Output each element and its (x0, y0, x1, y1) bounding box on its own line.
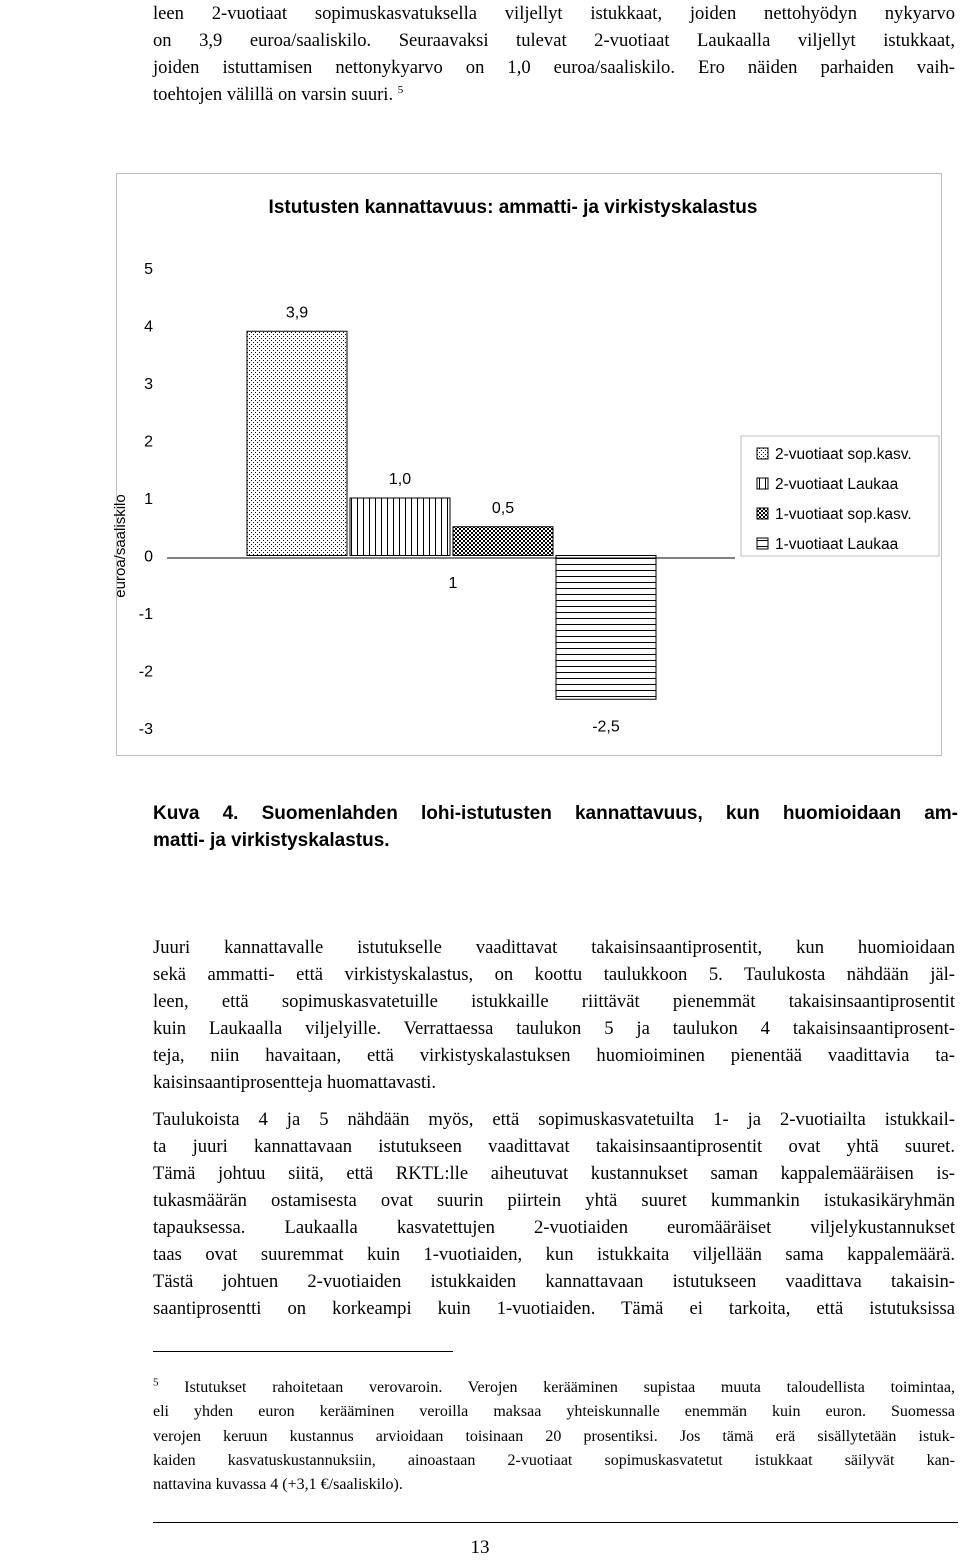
footnote-line: nattavina kuvassa 4 (+3,1 €/saaliskilo). (153, 1476, 403, 1494)
legend-label: 2-vuotiaat sop.kasv. (775, 446, 912, 463)
paragraph-line: tukasmäärän ostamisesta ovat suurin piirtein yhtä suuret kummankin istukasikäryhmän (153, 1190, 955, 1211)
legend-label: 1-vuotiaat Laukaa (775, 536, 899, 553)
figure-caption (153, 800, 958, 854)
chart-frame (112, 173, 942, 756)
paragraph-line: ta juuri kannattavaan istutukseen vaadittavat takaisinsaantiprosentit ovat yhtä suuret. (153, 1136, 955, 1157)
y-tick-label: 5 (144, 261, 153, 278)
y-tick-label: -3 (138, 721, 153, 738)
paragraph-line: leen, että sopimuskasvatetuille istukkaille riittävät pienemmät takaisinsaantiprosentit (153, 991, 955, 1012)
page-number: 13 (470, 1537, 490, 1558)
caption-line: matti- ja virkistyskalastus. (153, 830, 390, 851)
legend-swatch (757, 508, 768, 519)
bar-value-label: 1,0 (388, 471, 412, 488)
bar-2 (350, 498, 450, 556)
footnote-text: Istutukset rahoitetaan verovaroin. Verojen kerääminen supistaa muuta taloudellista toimintaa, (184, 1379, 956, 1396)
y-tick-label: 2 (144, 433, 153, 451)
bar-value-label: 3,9 (285, 304, 309, 322)
legend-swatch (757, 448, 768, 459)
legend-label: 2-vuotiaat Laukaa (775, 476, 899, 493)
bars-group (247, 331, 656, 699)
footnote-line: eli yhden euron kerääminen veroilla maksaa yhteiskunnalle enemmän kuin euron. Suomessa (153, 1403, 955, 1421)
legend-swatch (757, 478, 768, 489)
y-tick-label: 3 (144, 376, 153, 393)
legend (741, 436, 939, 556)
paragraph-line: saantiprosentti on korkeampi kuin 1-vuotiaiden. Tämä ei tarkoita, että istutuksissa (153, 1298, 955, 1319)
paragraph-line: kaisinsaantiprosentteja huomattavasti. (153, 1072, 436, 1093)
paragraph-line: teja, niin havaitaan, että virkistyskalastuksen huomioiminen pienentää vaadittavia ta- (153, 1045, 955, 1066)
paragraph-line: kuin Laukaalla viljelyille. Verrattaessa taulukon 5 ja taulukon 4 takaisinsaantiprosent- (153, 1018, 955, 1039)
body-paragraph-2 (153, 1106, 955, 1322)
paragraph-line: taas ovat suuremmat kuin 1-vuotiaiden, kun istukkaita viljellään sama kappalemäärä. (153, 1244, 955, 1265)
intro-line-text: toehtojen välillä on varsin suuri. (153, 84, 394, 105)
footnote (153, 1376, 955, 1497)
page-footer-rule (153, 1522, 958, 1523)
footnote-separator (153, 1351, 453, 1352)
bar-3 (453, 527, 553, 556)
paragraph-line: sekä ammatti- että virkistyskalastus, on koottu taulukkoon 5. Taulukosta nähdään jäl- (153, 964, 955, 985)
y-axis-label: euroa/saaliskilo (112, 494, 129, 598)
paragraph-line: tapauksessa. Laukaalla kasvatettujen 2-vuotiaiden euromääräiset viljelykustannukset (153, 1217, 955, 1238)
paragraph-line: Tämä johtuu siitä, että RKTL:lle aiheutuvat kustannukset saman kappalemääräisen is- (153, 1163, 955, 1184)
body-paragraph-1 (153, 934, 955, 1096)
bar-1 (247, 331, 347, 555)
intro-line-last (153, 81, 955, 108)
footnote-line: verojen keruun kustannus arvioidaan toisinaan 20 prosentiksi. Jos tämä erä sisällytetään istuk- (153, 1427, 955, 1445)
intro-line: on 3,9 euroa/saaliskilo. Seuraavaksi tulevat 2-vuotiaat Laukaalla viljellyt istukkaat, (153, 30, 955, 51)
chart-title: Istutusten kannattavuus: ammatti- ja virkistyskalastus (268, 197, 758, 218)
paragraph-line: Taulukoista 4 ja 5 nähdään myös, että sopimuskasvatetuilta 1- ja 2-vuotiailta istukkail- (153, 1109, 955, 1130)
y-tick-label: 4 (144, 318, 153, 336)
footnote-reference: 5 (397, 83, 404, 96)
legend-label: 1-vuotiaat sop.kasv. (775, 506, 912, 523)
footnote-number: 5 (153, 1376, 159, 1389)
y-tick-label: 0 (144, 548, 153, 566)
caption-line: Kuva 4. Suomenlahden lohi-istutusten kannattavuus, kun huomioidaan am- (153, 803, 958, 824)
x-tick-label: 1 (448, 575, 458, 592)
paragraph-line: Tästä johtuen 2-vuotiaiden istukkaiden kannattavaan istutukseen vaadittava takaisin- (153, 1271, 955, 1292)
footnote-line: kaiden kasvatuskustannuksiin, ainoastaan 2-vuotiaat sopimuskasvatetut istukkaat säilyvät kan- (153, 1451, 955, 1469)
paragraph-line: Juuri kannattavalle istutukselle vaadittavat takaisinsaantiprosentit, kun huomioidaan (153, 937, 955, 958)
y-tick-label: 1 (144, 491, 153, 508)
intro-paragraph (153, 0, 955, 108)
bar-chart (112, 174, 943, 757)
y-axis-ticks (139, 261, 153, 738)
bar-value-label: 0,5 (491, 499, 515, 517)
bar-value-label: -2,5 (592, 718, 620, 736)
intro-line: leen 2-vuotiaat sopimuskasvatuksella viljellyt istukkaat, joiden nettohyödyn nykyarvo (153, 3, 955, 24)
bar-4 (556, 556, 656, 700)
y-tick-label: -2 (138, 663, 153, 681)
legend-swatch (757, 538, 768, 549)
footnote-line-first (153, 1376, 955, 1400)
y-tick-label: -1 (138, 606, 153, 623)
intro-line: joiden istuttamisen nettonykyarvo on 1,0 euroa/saaliskilo. Ero näiden parhaiden vaih- (153, 57, 955, 78)
